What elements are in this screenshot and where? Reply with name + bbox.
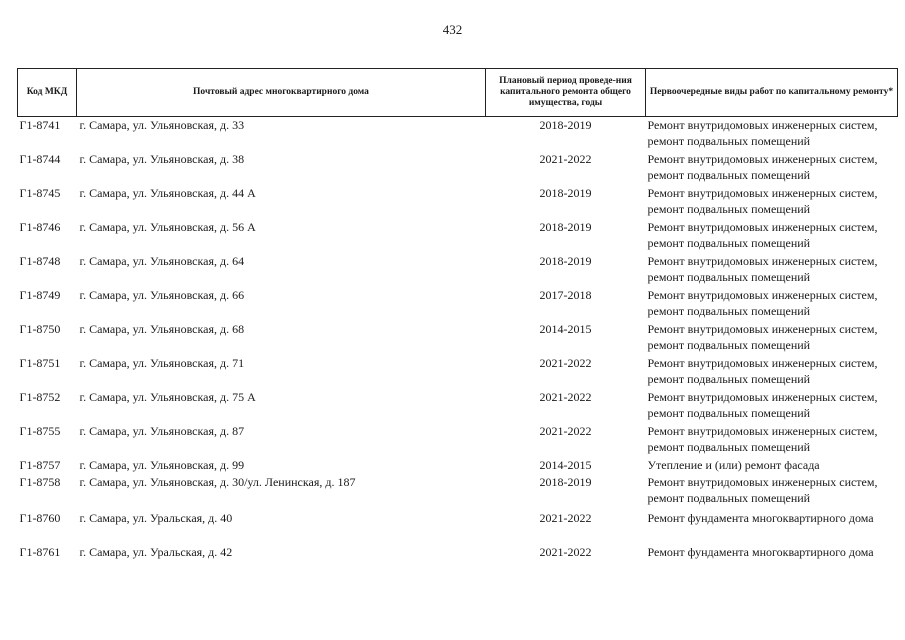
cell-code: Г1-8745 bbox=[19, 186, 61, 200]
table-row bbox=[18, 389, 898, 423]
cell-address: г. Самара, ул. Ульяновская, д. 87 bbox=[79, 424, 245, 438]
table-row bbox=[18, 151, 898, 185]
table-row bbox=[18, 117, 898, 152]
cell-code: Г1-8751 bbox=[19, 356, 61, 370]
cell-period: 2018-2019 bbox=[539, 475, 592, 489]
works-line: ремонт подвальных помещений bbox=[647, 202, 811, 216]
cell-works bbox=[646, 117, 898, 152]
works-line: Ремонт внутридомовых инженерных систем, bbox=[647, 152, 878, 166]
cell-address: г. Самара, ул. Уральская, д. 42 bbox=[79, 545, 233, 559]
table-row bbox=[18, 457, 898, 474]
cell-works bbox=[646, 508, 898, 544]
cell-works bbox=[646, 423, 898, 457]
cell-period: 2021-2022 bbox=[539, 545, 592, 559]
cell-works bbox=[646, 355, 898, 389]
works-line: Ремонт фундамента многоквартирного дома bbox=[647, 545, 874, 559]
works-line: Ремонт внутридомовых инженерных систем, bbox=[647, 186, 878, 200]
cell-code: Г1-8757 bbox=[19, 458, 61, 472]
table-row bbox=[18, 185, 898, 219]
cell-code: Г1-8752 bbox=[19, 390, 61, 404]
cell-address: г. Самара, ул. Ульяновская, д. 99 bbox=[79, 458, 245, 472]
cell-address: г. Самара, ул. Ульяновская, д. 56 А bbox=[79, 220, 256, 234]
cell-period: 2018-2019 bbox=[539, 186, 592, 200]
cell-works bbox=[646, 474, 898, 508]
works-line: ремонт подвальных помещений bbox=[647, 134, 811, 148]
header-works: Первоочередные виды работ по капитальному ремонту* bbox=[646, 69, 898, 117]
works-line: ремонт подвальных помещений bbox=[647, 491, 811, 505]
cell-works bbox=[646, 253, 898, 287]
cell-address: г. Самара, ул. Ульяновская, д. 71 bbox=[79, 356, 245, 370]
table-row bbox=[18, 544, 898, 561]
table-row bbox=[18, 474, 898, 508]
cell-address: г. Самара, ул. Уральская, д. 40 bbox=[79, 511, 233, 525]
works-line: ремонт подвальных помещений bbox=[647, 168, 811, 182]
works-line: Ремонт внутридомовых инженерных систем, bbox=[647, 118, 878, 132]
cell-period: 2014-2015 bbox=[539, 458, 592, 472]
cell-period: 2021-2022 bbox=[539, 152, 592, 166]
cell-period: 2014-2015 bbox=[539, 322, 592, 336]
table-header-row bbox=[18, 69, 898, 117]
works-line: Ремонт фундамента многоквартирного дома bbox=[647, 511, 874, 525]
cell-period: 2021-2022 bbox=[539, 424, 592, 438]
cell-period: 2018-2019 bbox=[539, 220, 592, 234]
works-line: Ремонт внутридомовых инженерных систем, bbox=[647, 220, 878, 234]
cell-address: г. Самара, ул. Ульяновская, д. 68 bbox=[79, 322, 245, 336]
cell-works bbox=[646, 185, 898, 219]
cell-period: 2021-2022 bbox=[539, 356, 592, 370]
page-number: 432 bbox=[442, 22, 463, 37]
cell-code: Г1-8760 bbox=[19, 511, 61, 525]
cell-code: Г1-8758 bbox=[19, 475, 61, 489]
works-line: ремонт подвальных помещений bbox=[647, 406, 811, 420]
cell-period: 2021-2022 bbox=[539, 390, 592, 404]
cell-works bbox=[646, 151, 898, 185]
works-line: Ремонт внутридомовых инженерных систем, bbox=[647, 475, 878, 489]
cell-code: Г1-8744 bbox=[19, 152, 61, 166]
table-row bbox=[18, 219, 898, 253]
cell-address: г. Самара, ул. Ульяновская, д. 30/ул. Ленинская, д. 187 bbox=[79, 475, 356, 489]
table-body bbox=[18, 117, 898, 562]
cell-address: г. Самара, ул. Ульяновская, д. 44 А bbox=[79, 186, 256, 200]
repair-schedule-table bbox=[17, 68, 898, 561]
works-line: Ремонт внутридомовых инженерных систем, bbox=[647, 288, 878, 302]
cell-period: 2018-2019 bbox=[539, 118, 592, 132]
table-row bbox=[18, 423, 898, 457]
cell-works bbox=[646, 321, 898, 355]
cell-works bbox=[646, 219, 898, 253]
cell-works bbox=[646, 544, 898, 561]
cell-code: Г1-8750 bbox=[19, 322, 61, 336]
cell-works bbox=[646, 389, 898, 423]
cell-code: Г1-8741 bbox=[19, 118, 61, 132]
cell-period: 2021-2022 bbox=[539, 511, 592, 525]
works-line: Ремонт внутридомовых инженерных систем, bbox=[647, 424, 878, 438]
cell-address: г. Самара, ул. Ульяновская, д. 33 bbox=[79, 118, 245, 132]
cell-code: Г1-8749 bbox=[19, 288, 61, 302]
cell-code: Г1-8748 bbox=[19, 254, 61, 268]
works-line: Ремонт внутридомовых инженерных систем, bbox=[647, 322, 878, 336]
header-address: Почтовый адрес многоквартирного дома bbox=[77, 69, 486, 117]
cell-works bbox=[646, 457, 898, 474]
table-row bbox=[18, 355, 898, 389]
cell-code: Г1-8761 bbox=[19, 545, 61, 559]
cell-address: г. Самара, ул. Ульяновская, д. 64 bbox=[79, 254, 245, 268]
cell-address: г. Самара, ул. Ульяновская, д. 38 bbox=[79, 152, 245, 166]
cell-code: Г1-8746 bbox=[19, 220, 61, 234]
cell-address: г. Самара, ул. Ульяновская, д. 75 А bbox=[79, 390, 256, 404]
cell-works bbox=[646, 287, 898, 321]
works-line: ремонт подвальных помещений bbox=[647, 372, 811, 386]
table-row bbox=[18, 508, 898, 544]
works-line: Утепление и (или) ремонт фасада bbox=[647, 458, 820, 472]
works-line: ремонт подвальных помещений bbox=[647, 440, 811, 454]
works-line: ремонт подвальных помещений bbox=[647, 270, 811, 284]
works-line: Ремонт внутридомовых инженерных систем, bbox=[647, 254, 878, 268]
cell-address: г. Самара, ул. Ульяновская, д. 66 bbox=[79, 288, 245, 302]
header-period: Плановый период проведе-ния капитального ремонта общего имущества, годы bbox=[486, 69, 646, 117]
works-line: ремонт подвальных помещений bbox=[647, 338, 811, 352]
works-line: Ремонт внутридомовых инженерных систем, bbox=[647, 356, 878, 370]
works-line: Ремонт внутридомовых инженерных систем, bbox=[647, 390, 878, 404]
table-row bbox=[18, 253, 898, 287]
cell-code: Г1-8755 bbox=[19, 424, 61, 438]
cell-period: 2018-2019 bbox=[539, 254, 592, 268]
header-code: Код МКД bbox=[18, 69, 77, 117]
table-row bbox=[18, 287, 898, 321]
cell-period: 2017-2018 bbox=[539, 288, 592, 302]
works-line: ремонт подвальных помещений bbox=[647, 304, 811, 318]
table-row bbox=[18, 321, 898, 355]
works-line: ремонт подвальных помещений bbox=[647, 236, 811, 250]
